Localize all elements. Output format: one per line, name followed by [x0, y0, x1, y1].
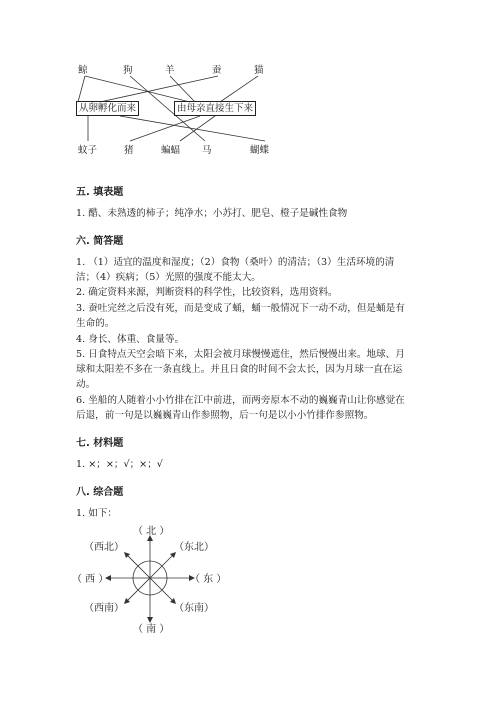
compass-label-southeast: （东南）: [174, 603, 214, 614]
compass-label-east: （ 东 ）: [190, 574, 227, 585]
section8-line-1: 1. 如下：: [76, 508, 117, 519]
match-top-5: 猫: [254, 65, 264, 76]
section6-line-7: 5. 日食特点天空会暗下来，太阳会被月球慢慢遮住，然后慢慢出来。地球、月: [76, 349, 405, 360]
section-title-5: 五. 填表题: [76, 187, 124, 198]
section6-line-8: 球和太阳差不多在一条直线上。并且日食的时间不会太长，因为月球一直在运: [76, 364, 403, 375]
match-bottom-4: 马: [202, 145, 212, 156]
section7-line-1: 1. ×；×；√；×；√: [76, 459, 163, 470]
compass-label-west: （ 西 ）: [72, 574, 109, 585]
match-top-4: 蚕: [212, 65, 222, 76]
section-title-8: 八. 综合题: [76, 487, 124, 498]
section6-line-6: 4. 身长、体重、食量等。: [76, 334, 185, 345]
match-bottom-5: 蝴蝶: [250, 145, 270, 156]
match-top-2: 狗: [123, 65, 133, 76]
section6-line-10: 6. 坐船的人随着小小竹排在江中前进，而两旁原本不动的巍巍青山让你感觉在: [76, 395, 405, 406]
compass-label-north: （ 北 ）: [133, 526, 170, 537]
match-box-live-birth: 由母亲直接生下来: [174, 101, 256, 116]
match-top-3: 羊: [165, 65, 175, 76]
section6-line-3: 2. 确定资料来源，判断资料的科学性，比较资料，选用资料。: [76, 287, 338, 298]
compass-label-southwest: （西南）: [84, 603, 124, 614]
compass-label-northeast: （东北）: [174, 542, 214, 553]
section6-line-9: 动。: [76, 379, 96, 390]
section-title-7: 七. 材料题: [76, 438, 124, 449]
section6-line-1: 1. （1）适宜的温度和湿度；（2）食物（桑叶）的清洁；（3）生活环境的清: [76, 257, 395, 268]
match-top-1: 鲸: [78, 65, 88, 76]
match-bottom-2: 猪: [124, 145, 134, 156]
section6-line-11: 后退，前一句是以巍巍青山作参照物，后一句是以小小竹排作参照物。: [76, 410, 374, 421]
section6-line-2: 洁；（4）疾病；（5）光照的强度不能太大。: [76, 272, 261, 283]
match-bottom-1: 蚊子: [78, 145, 98, 156]
section6-line-5: 生命的。: [76, 318, 115, 329]
compass-label-south: （ 南 ）: [133, 624, 170, 635]
match-bottom-3: 蝙蝠: [161, 145, 181, 156]
match-box-egg: 从卵孵化而来: [76, 101, 139, 116]
section5-line-1: 1. 醋、未熟透的柿子；纯净水；小苏打、肥皂、橙子是碱性食物: [76, 208, 348, 219]
section6-line-4: 3. 蚕吐完丝之后没有死，而是变成了蛹，蛹一般情况下一动不动，但是蛹是有: [76, 303, 405, 314]
compass-label-northwest: （西北）: [84, 542, 124, 553]
section-title-6: 六. 简答题: [76, 236, 124, 247]
